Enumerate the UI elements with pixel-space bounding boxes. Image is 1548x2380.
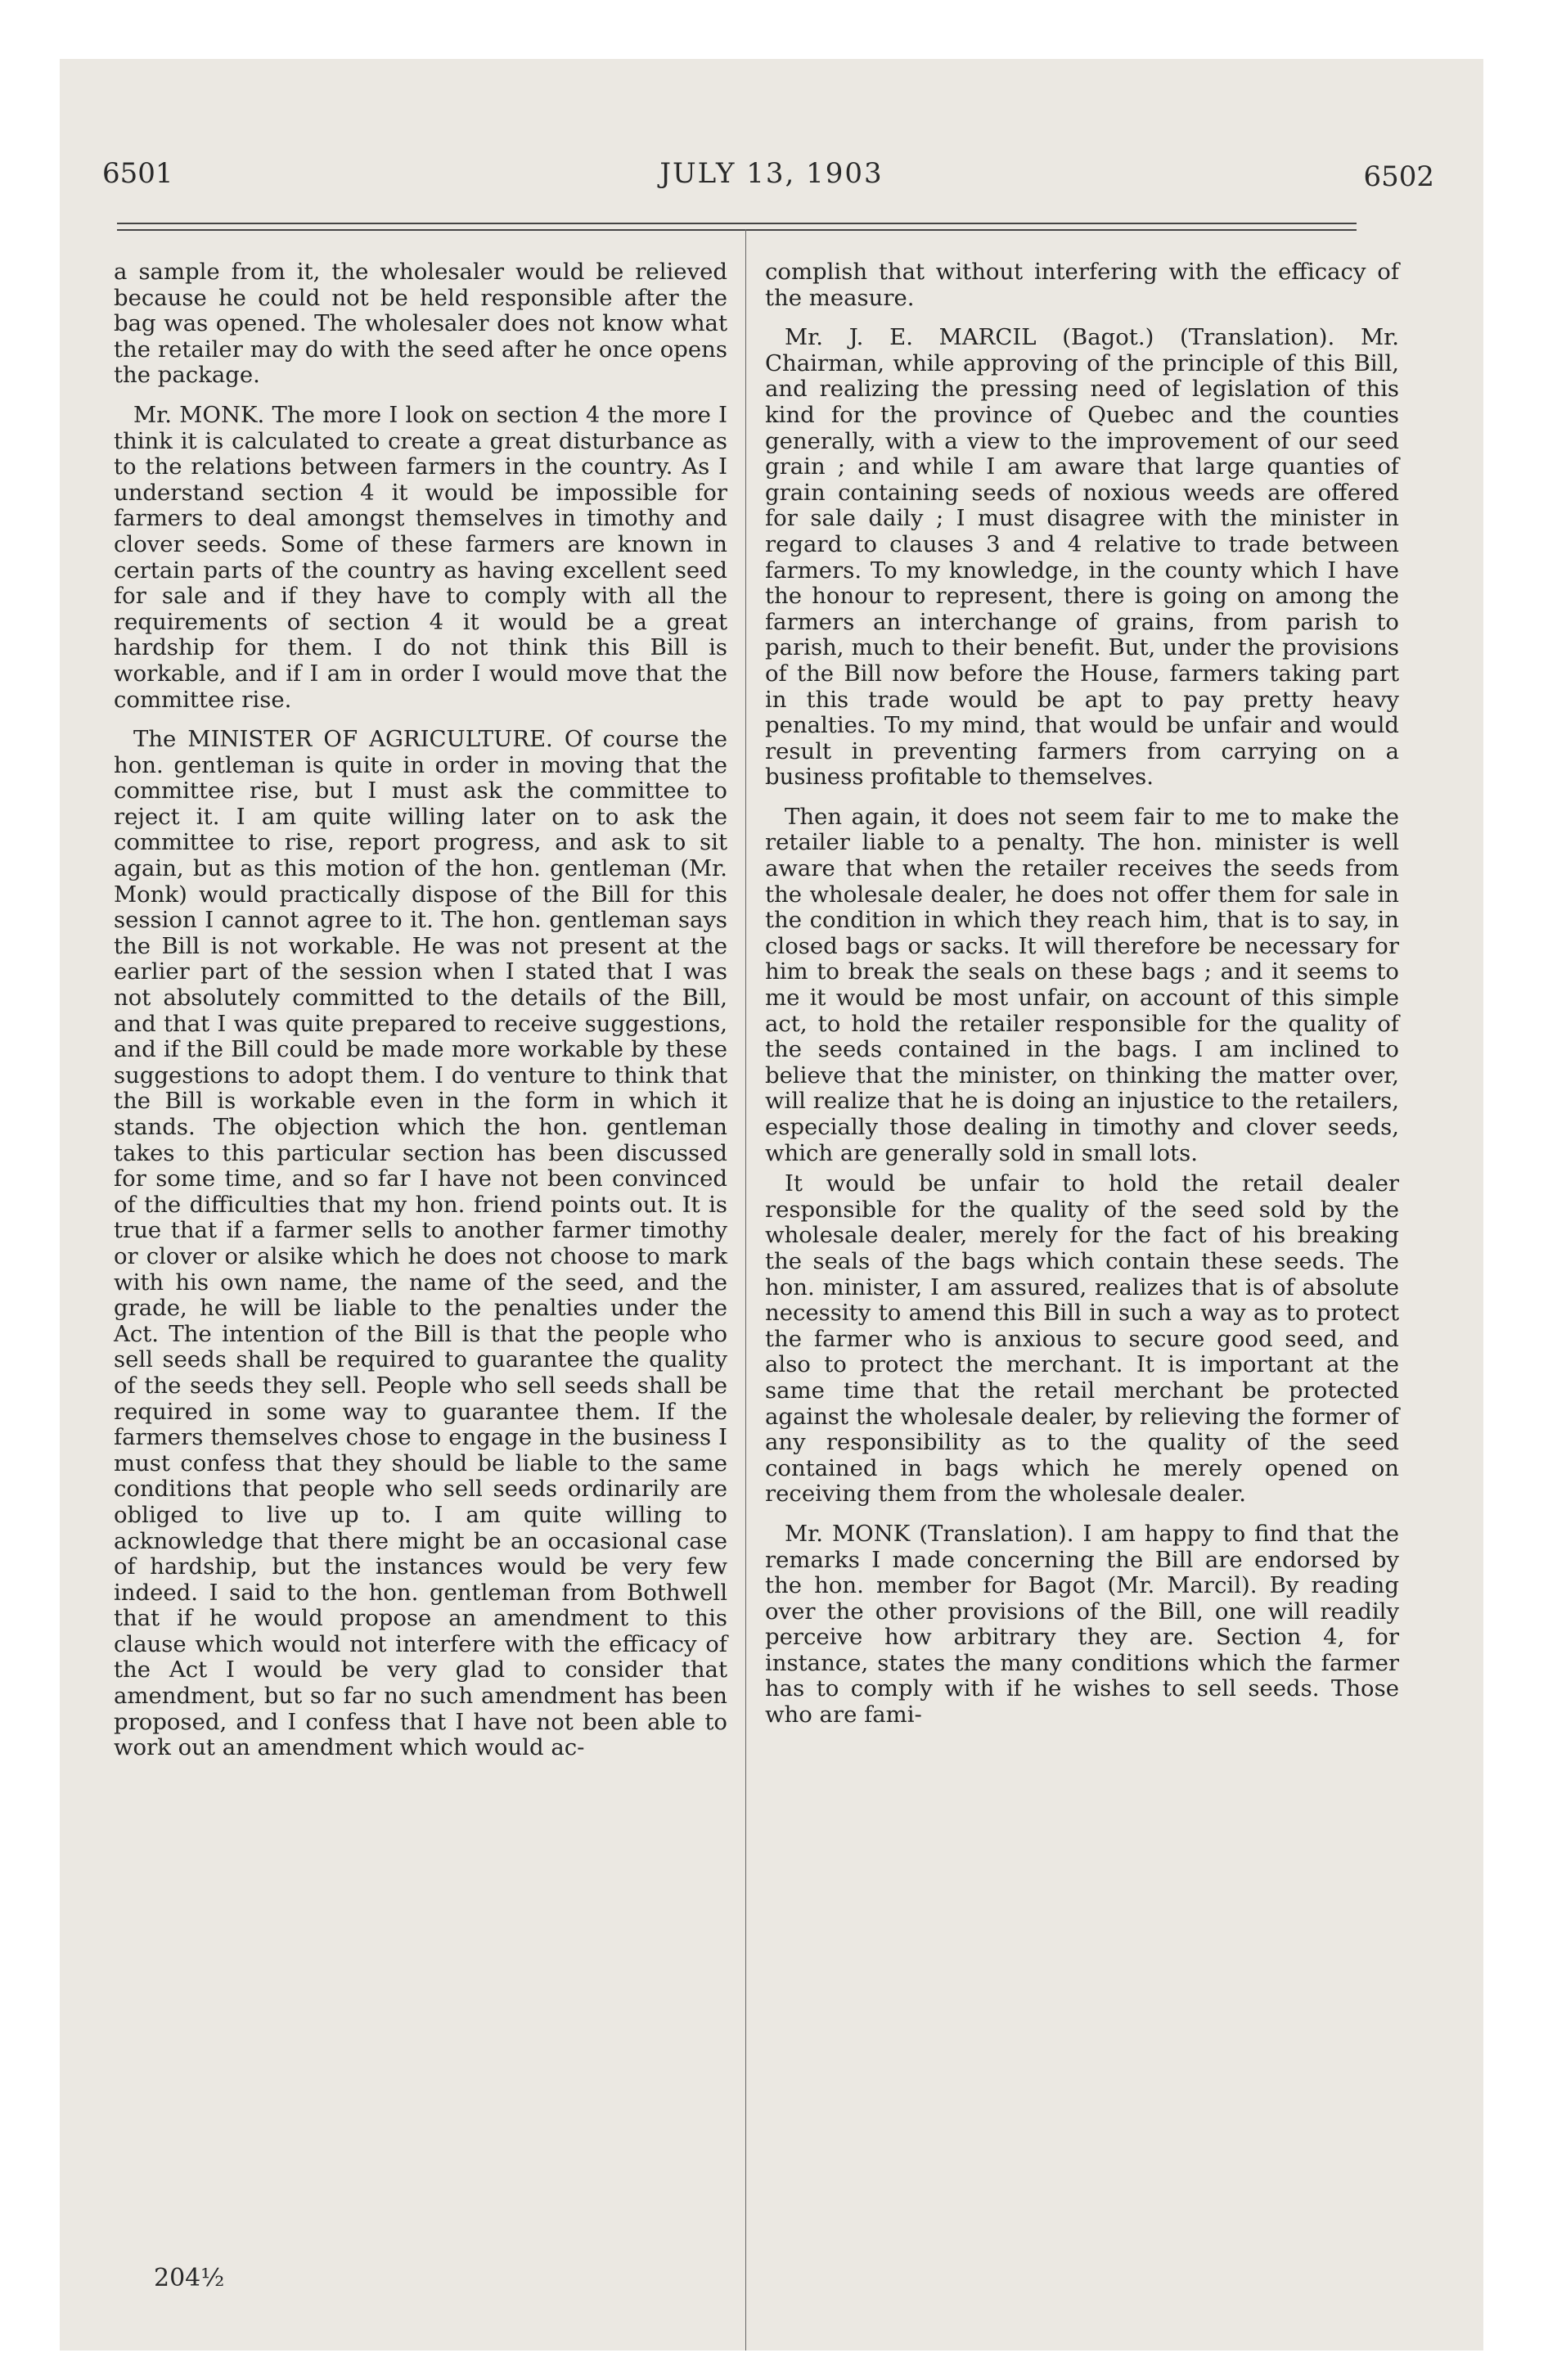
header-date: JULY 13, 1903 xyxy=(659,157,884,190)
paragraph: It would be unfair to hold the retail dealer responsible for the quality of the seed sold by the wholesale dealer, merely for the fact of his breaking the seals of the bags which contain these seeds. The hon. minister, I am assured, realizes that is of absolute necessity to amend this Bill in such a way as to protect the farmer who is anxious to secure good seed, and also to protect the merchant. It is important at the same time that the retail merchant be protected against the wholesale dealer, by relieving the former of any responsibility as to the quality of the seed contained in bags which he merely opened on receiving them from the wholesale dealer. xyxy=(765,1170,1399,1508)
left-column xyxy=(114,259,727,1775)
paragraph: Mr. MONK (Translation). I am happy to find that the remarks I made concerning the Bill are endorsed by the hon. member for Bagot (Mr. Marcil). By reading over the other provisions of the Bill, one will readily perceive how arbitrary they are. Section 4, for instance, states the many conditions which the farmer has to comply with if he wishes to sell seeds. Those who are fami- xyxy=(765,1520,1399,1729)
paragraph: The MINISTER OF AGRICULTURE. Of course the hon. gentleman is quite in order in moving that the committee rise, but I must ask the committee to reject it. I am quite willing later on to ask the committee to rise, report progress, and ask to sit again, but as this motion of the hon. gentleman (Mr. Monk) would practically dispose of the Bill for this session I cannot agree to it. The hon. gentleman says the Bill is not workable. He was not present at the earlier part of the session when I stated that I was not absolutely committed to the details of the Bill, and that I was quite prepared to receive suggestions, and if the Bill could be made more workable by these suggestions to adopt them. I do venture to think that the Bill is workable even in the form in which it stands. The objection which the hon. gentleman takes to this particular section has been discussed for some time, and so far I have not been convinced of the difficulties that my hon. friend points out. It is true that if a farmer sells to another farmer timothy or clover or alsike which he does not choose to mark with his own name, the name of the seed, and the grade, he will be liable to the penalties under the Act. The intention of the Bill is that the people who sell seeds shall be required to guarantee the quality of the seeds they sell. People who sell seeds shall be required in some way to guarantee them. If the farmers themselves chose to engage in the business I must confess that they should be liable to the same conditions that people who sell seeds ordinarily are obliged to live up to. I am quite willing to acknowledge that there might be an occasional case of hardship, but the instances would be very few indeed. I said to the hon. gentleman from Bothwell that if he would propose an amendment to this clause which would not interfere with the efficacy of the Act I would be very glad to consider that amendment, but so far no such amendment has been proposed, and I confess that I have not been able to work out an amendment which would ac- xyxy=(114,726,727,1761)
right-column xyxy=(765,259,1399,1742)
paragraph: Mr. MONK. The more I look on section 4 the more I think it is calculated to create a great disturbance as to the relations between farmers in the country. As I understand section 4 it would be impossible for farmers to deal amongst themselves in timothy and clover seeds. Some of these farmers are known in certain parts of the country as having excellent seed for sale and if they have to comply with all the requirements of section 4 it would be a great hardship for them. I do not think this Bill is workable, and if I am in order I would move that the committee rise. xyxy=(114,401,727,713)
paragraph: Mr. J. E. MARCIL (Bagot.) (Translation). Mr. Chairman, while approving of the principle of this Bill, and realizing the pressing need of legislation of this kind for the province of Quebec and the counties generally, with a view to the improvement of our seed grain ; and while I am aware that large quanties of grain containing seeds of noxious weeds are offered for sale daily ; I must disagree with the minister in regard to clauses 3 and 4 relative to trade between farmers. To my knowledge, in the county which I have the honour to represent, there is going on among the farmers an interchange of grains, from parish to parish, much to their benefit. But, under the provisions of the Bill now before the House, farmers taking part in this trade would be apt to pay pretty heavy penalties. To my mind, that would be unfair and would result in preventing farmers from carrying on a business profitable to themselves. xyxy=(765,324,1399,791)
paragraph: complish that without interfering with the efficacy of the measure. xyxy=(765,259,1399,311)
page-header xyxy=(60,157,1483,206)
header-rule xyxy=(117,223,1357,231)
page-number-right: 6502 xyxy=(1363,160,1434,193)
column-divider xyxy=(745,229,746,2351)
paragraph: Then again, it does not seem fair to me to make the retailer liable to a penalty. The hon. minister is well aware that when the retailer receives the seeds from the wholesale dealer, he does not offer them for sale in the condition in which they reach him, that is to say, in closed bags or sacks. It will therefore be necessary for him to break the seals on these bags ; and it seems to me it would be most unfair, on account of this simple act, to hold the retailer responsible for the quality of the seeds contained in the bags. I am inclined to believe that the minister, on thinking the matter over, will realize that he is doing an injustice to the retailers, especially those dealing in timothy and clover seeds, which are generally sold in small lots. xyxy=(765,803,1399,1166)
signature-mark: 204½ xyxy=(154,2264,225,2292)
document-page xyxy=(60,59,1483,2351)
paragraph: a sample from it, the wholesaler would be relieved because he could not be held responsible after the bag was opened. The wholesaler does not know what the retailer may do with the seed after he once opens the package. xyxy=(114,259,727,389)
page-number-left: 6501 xyxy=(102,157,173,190)
